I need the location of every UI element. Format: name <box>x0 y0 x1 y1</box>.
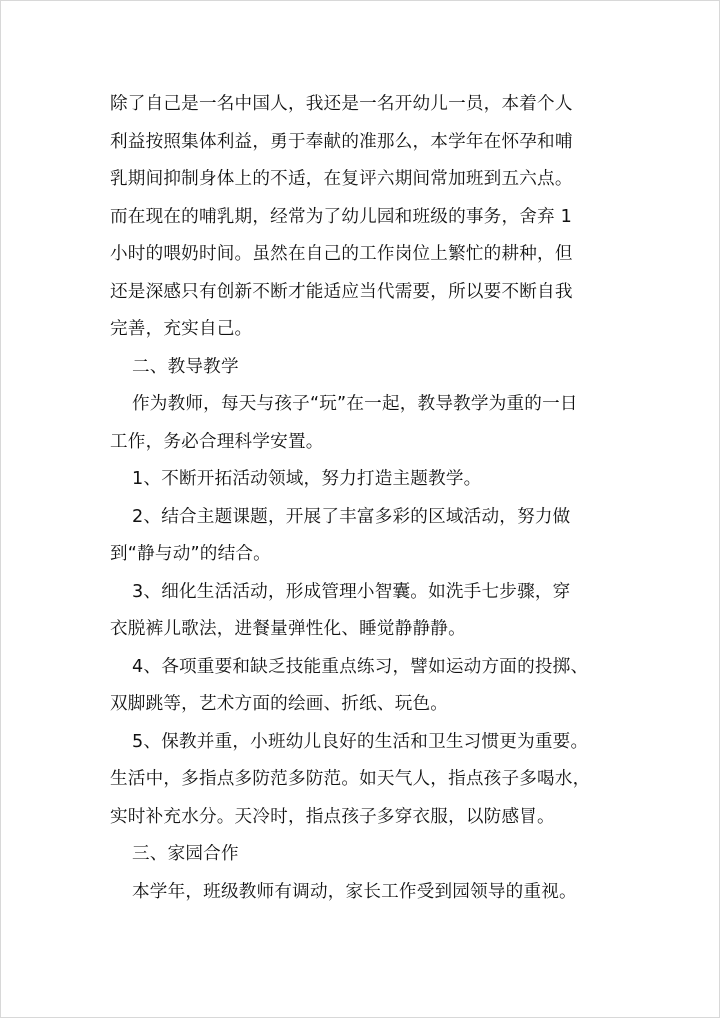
text-line: 衣脱裤儿歌法，进餐量弹性化、睡觉静静静。 <box>110 619 466 639</box>
document-body <box>110 86 614 911</box>
text-line: 本学年，班级教师有调动，家长工作受到园领导的重视。 <box>132 881 577 902</box>
list-item: 4、各项重要和缺乏技能重点练习，譬如运动方面的投掷、 <box>132 656 589 677</box>
text-line: 双脚跳等，艺术方面的绘画、折纸、玩色。 <box>110 694 449 714</box>
list-item: 1、不断开拓活动领域，努力打造主题教学。 <box>132 469 482 489</box>
list-item: 5、保教并重，小班幼儿良好的生活和卫生习惯更为重要。 <box>132 731 589 752</box>
text-line: 利益按照集体利益，勇于奉献的准那么，本学年在怀孕和哺 <box>110 131 573 152</box>
text-line: 到“静与动”的结合。 <box>110 544 271 564</box>
text-line: 工作，务必合理科学安置。 <box>110 431 324 452</box>
list-item: 2、结合主题课题，开展了丰富多彩的区域活动，努力做 <box>132 506 571 527</box>
text-line: 乳期间抑制身体上的不适，在复评六期间常加班到五六点。 <box>110 169 573 189</box>
section-heading: 二、教导教学 <box>132 356 239 377</box>
text-line: 实时补充水分。天冷时，指点孩子多穿衣服，以防感冒。 <box>110 806 555 827</box>
text-line: 而在现在的哺乳期，经常为了幼儿园和班级的事务，舍弃 1 <box>110 206 573 227</box>
text-line: 还是深感只有创新不断才能适应当代需要，所以要不断自我 <box>110 281 573 302</box>
text-line: 完善，充实自己。 <box>110 319 253 339</box>
text-line: 除了自己是一名中国人，我还是一名开幼儿一员，本着个人 <box>110 94 573 114</box>
section-heading: 三、家园合作 <box>132 844 239 864</box>
text-line: 生活中，多指点多防范多防范。如天气人，指点孩子多喝水， <box>110 769 591 789</box>
list-item: 3、细化生活活动，形成管理小智囊。如洗手七步骤，穿 <box>132 581 571 602</box>
text-line: 作为教师，每天与孩子“玩”在一起，教导教学为重的一日 <box>132 394 578 414</box>
text-line: 小时的喂奶时间。虽然在自己的工作岗位上繁忙的耕种，但 <box>110 244 573 264</box>
